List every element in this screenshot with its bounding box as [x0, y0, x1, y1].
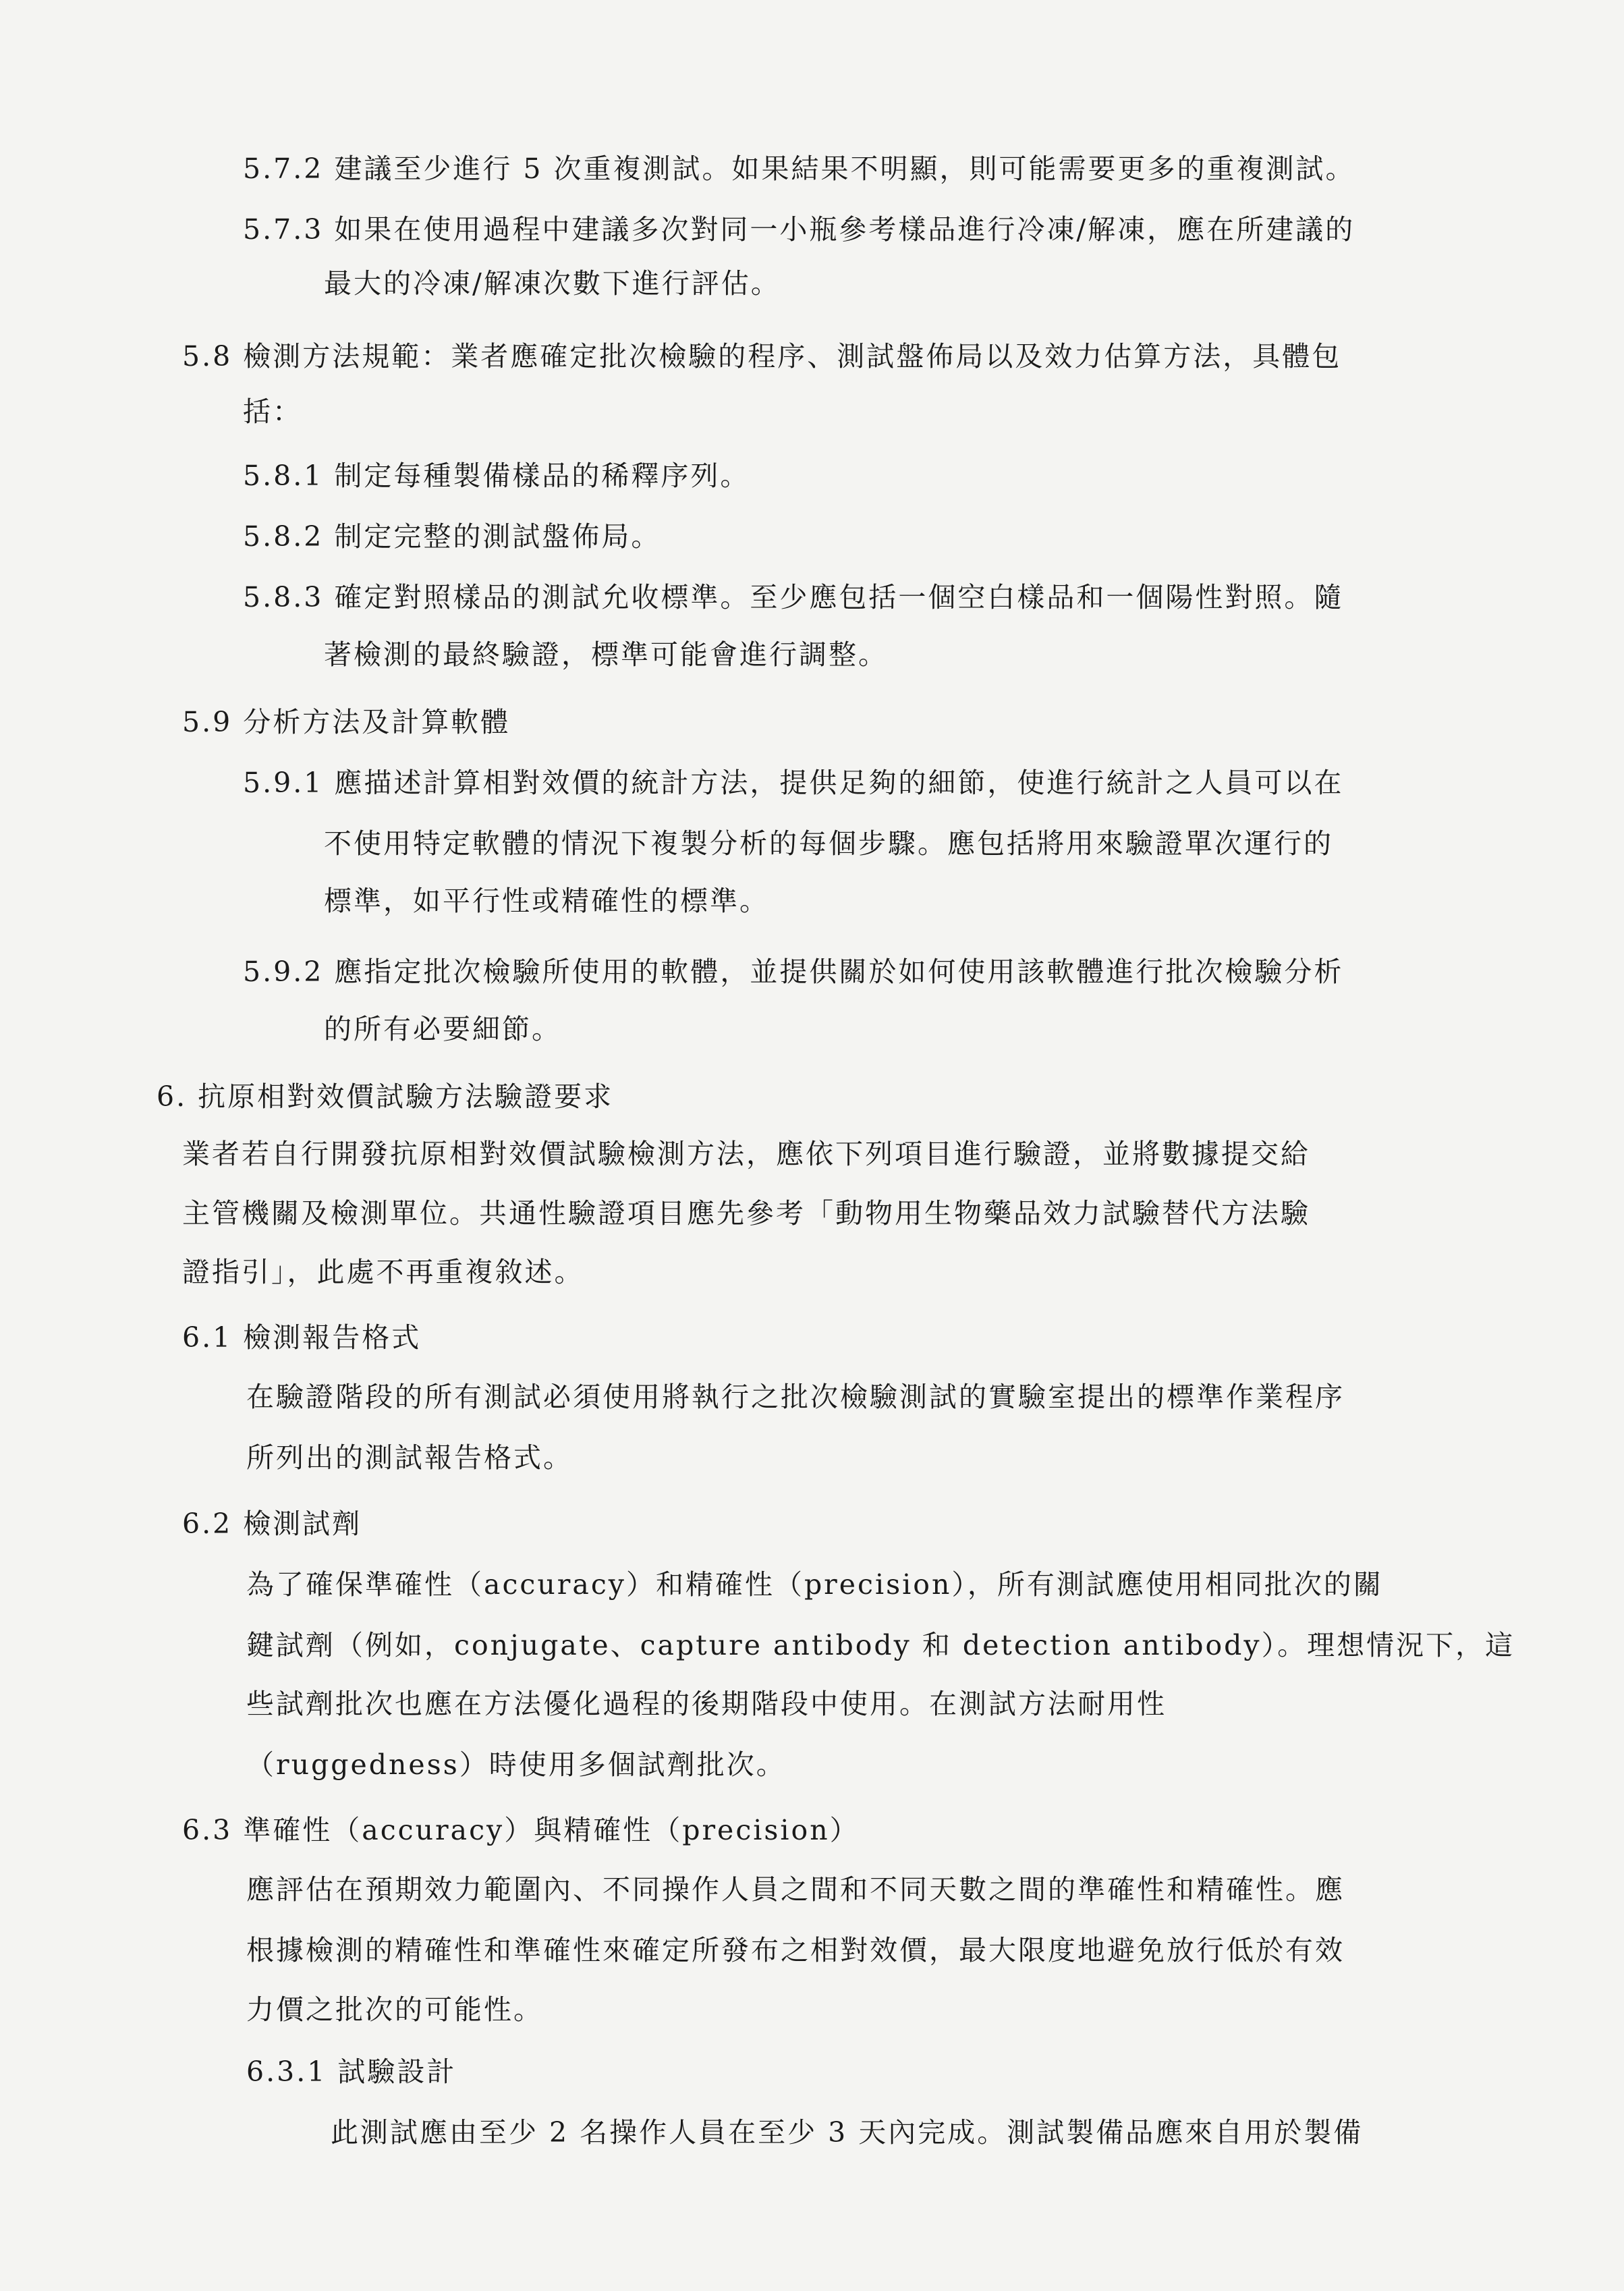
- section-6-para-line-2: 主管機關及檢測單位。共通性驗證項目應先參考「動物用生物藥品效力試驗替代方法驗: [182, 1197, 1310, 1230]
- section-6-2-para-line-3: 些試劑批次也應在方法優化過程的後期階段中使用。在測試方法耐用性: [246, 1688, 1167, 1720]
- section-6-2-heading: 6.2 檢測試劑: [182, 1508, 362, 1540]
- section-6-3-1-para-line-1: 此測試應由至少 2 名操作人員在至少 3 天內完成。測試製備品應來自用於製備: [331, 2116, 1364, 2149]
- section-6-3-para-line-3: 力價之批次的可能性。: [246, 1993, 543, 2026]
- section-6-2-para-line-4: （ruggedness）時使用多個試劑批次。: [246, 1748, 786, 1781]
- section-6-3-1-heading: 6.3.1 試驗設計: [246, 2055, 457, 2088]
- section-6-1-heading: 6.1 檢測報告格式: [182, 1321, 422, 1354]
- section-5-8-3-line-1: 5.8.3 確定對照樣品的測試允收標準。至少應包括一個空白樣品和一個陽性對照。隨: [243, 581, 1344, 613]
- section-5-8-line-2: 括：: [243, 395, 302, 428]
- section-5-8-2: 5.8.2 制定完整的測試盤佈局。: [243, 520, 661, 553]
- section-6-1-para-line-1: 在驗證階段的所有測試必須使用將執行之批次檢驗測試的實驗室提出的標準作業程序: [246, 1381, 1345, 1413]
- section-5-9-2-line-2: 的所有必要細節。: [324, 1013, 561, 1045]
- section-5-7-3-line-2: 最大的冷凍/解凍次數下進行評估。: [324, 267, 781, 300]
- section-5-9-1-line-2: 不使用特定軟體的情況下複製分析的每個步驟。應包括將用來驗證單次運行的: [324, 827, 1333, 860]
- section-5-8-3-line-2: 著檢測的最終驗證，標準可能會進行調整。: [324, 638, 888, 671]
- section-6-2-para-line-1: 為了確保準確性（accuracy）和精確性（precision），所有測試應使用相同批次的關: [246, 1568, 1383, 1601]
- section-5-7-2-line-1: 5.7.2 建議至少進行 5 次重複測試。如果結果不明顯，則可能需要更多的重複測試。: [243, 153, 1355, 185]
- section-5-8-1: 5.8.1 制定每種製備樣品的稀釋序列。: [243, 460, 750, 492]
- section-6-2-para-line-2: 鍵試劑（例如，conjugate、capture antibody 和 detection antibody）。理想情況下，這: [246, 1629, 1515, 1661]
- section-5-9-1-line-1: 5.9.1 應描述計算相對效價的統計方法，提供足夠的細節，使進行統計之人員可以在: [243, 767, 1344, 799]
- section-5-9-2-line-1: 5.9.2 應指定批次檢驗所使用的軟體，並提供關於如何使用該軟體進行批次檢驗分析: [243, 956, 1344, 988]
- section-5-7-3-line-1: 5.7.3 如果在使用過程中建議多次對同一小瓶參考樣品進行冷凍/解凍，應在所建議的: [243, 213, 1355, 246]
- section-6-3-heading: 6.3 準確性（accuracy）與精確性（precision）: [182, 1814, 860, 1846]
- section-6-3-para-line-1: 應評估在預期效力範圍內、不同操作人員之間和不同天數之間的準確性和精確性。應: [246, 1873, 1345, 1906]
- section-5-9: 5.9 分析方法及計算軟體: [182, 706, 511, 738]
- section-6-heading: 6. 抗原相對效價試驗方法驗證要求: [157, 1080, 614, 1113]
- section-6-para-line-3: 證指引」，此處不再重複敘述。: [182, 1256, 584, 1288]
- section-6-3-para-line-2: 根據檢測的精確性和準確性來確定所發布之相對效價，最大限度地避免放行低於有效: [246, 1934, 1345, 1966]
- section-5-9-1-line-3: 標準，如平行性或精確性的標準。: [324, 885, 769, 917]
- section-6-1-para-line-2: 所列出的測試報告格式。: [246, 1441, 573, 1474]
- section-5-8-line-1: 5.8 檢測方法規範：業者應確定批次檢驗的程序、測試盤佈局以及效力估算方法，具體包: [182, 340, 1342, 372]
- section-6-para-line-1: 業者若自行開發抗原相對效價試驗檢測方法，應依下列項目進行驗證，並將數據提交給: [182, 1138, 1310, 1170]
